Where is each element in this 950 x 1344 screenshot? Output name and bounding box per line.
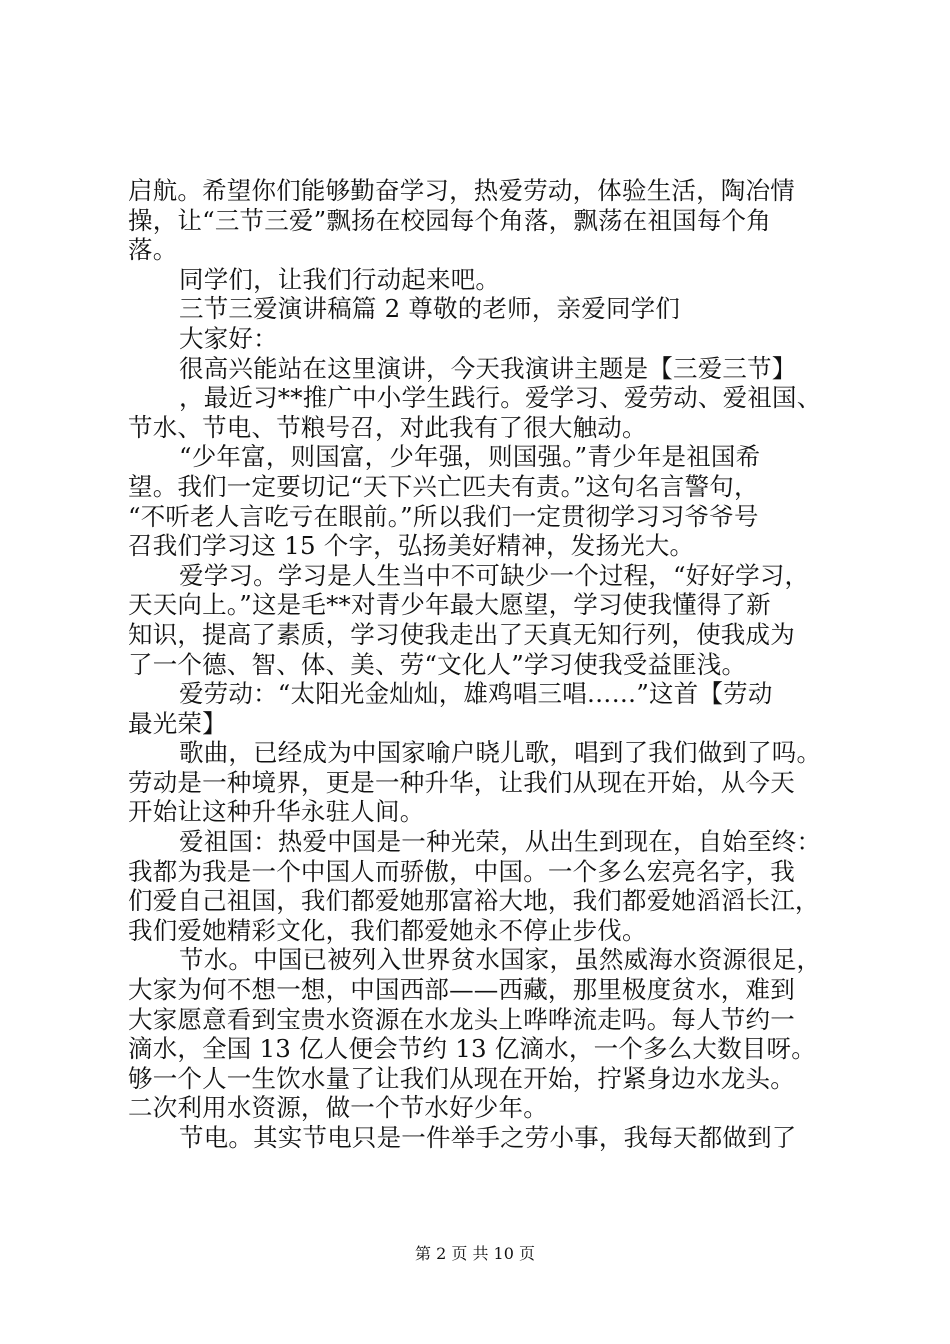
text-line: 爱祖国：热爱中国是一种光荣，从出生到现在，自始至终： — [179, 827, 822, 857]
page-footer: 第 2 页 共 10 页 — [415, 1244, 535, 1263]
text-line: 望。我们一定要切记“天下兴亡匹夫有责。”这句名言警句， — [128, 471, 759, 501]
text-line: 开始让这种升华永驻人间。 — [128, 797, 425, 827]
text-line: 我们爱她精彩文化，我们都爱她永不停止步伐。 — [128, 915, 647, 945]
text-line: 劳动是一种境界，更是一种升华，让我们从现在开始，从今天 — [128, 767, 795, 797]
text-line: 爱劳动：“太阳光金灿灿，雄鸡唱三唱……”这首【劳动 — [179, 679, 773, 709]
text-line: 节水、节电、节粮号召，对此我有了很大触动。 — [128, 412, 647, 442]
text-line: 二次利用水资源，做一个节水好少年。 — [128, 1093, 548, 1123]
text-line: 滴水，全国 13 亿人便会节约 13 亿滴水，一个多么大数目呀。 — [128, 1034, 816, 1064]
text-line: ，最近习**推广中小学生践行。爱学习、爱劳动、爱祖国、 — [179, 383, 822, 413]
text-line: “少年富，则国富，少年强，则国强。”青少年是祖国希 — [179, 442, 761, 472]
text-line: 大家为何不想一想，中国西部——西藏，那里极度贫水，难到 — [128, 975, 795, 1005]
text-line: 大家愿意看到宝贵水资源在水龙头上哗哗流走吗。每人节约一 — [128, 1004, 795, 1034]
text-line: “不听老人言吃亏在眼前。”所以我们一定贯彻学习习爷爷号 — [128, 501, 759, 531]
text-line: 歌曲，已经成为中国家喻户晓儿歌，唱到了我们做到了吗。 — [179, 738, 822, 768]
document-body — [128, 176, 828, 1153]
text-line: 了一个德、智、体、美、劳“文化人”学习使我受益匪浅。 — [128, 649, 747, 679]
text-line: 同学们，让我们行动起来吧。 — [179, 264, 501, 294]
text-line: 启航。希望你们能够勤奋学习，热爱劳动，体验生活，陶冶情 — [128, 176, 795, 205]
text-line: 够一个人一生饮水量了让我们从现在开始，拧紧身边水龙头。 — [128, 1063, 795, 1093]
text-line: 天天向上。”这是毛**对青少年最大愿望，学习使我懂得了新 — [128, 590, 771, 620]
text-line: 很高兴能站在这里演讲，今天我演讲主题是【三爱三节】 — [179, 353, 797, 383]
text-line: 节水。中国已被列入世界贫水国家，虽然威海水资源很足， — [179, 945, 822, 975]
text-line: 大家好： — [179, 323, 278, 353]
text-line: 节电。其实节电只是一件举手之劳小事，我每天都做到了 — [179, 1123, 797, 1152]
text-line: 我都为我是一个中国人而骄傲，中国。一个多么宏亮名字，我 — [128, 856, 795, 886]
text-line: 三节三爱演讲稿篇 2 尊敬的老师，亲爱同学们 — [179, 294, 681, 324]
text-line: 最光荣】 — [128, 708, 227, 738]
text-line: 操，让“三节三爱”飘扬在校园每个角落，飘荡在祖国每个角 — [128, 205, 771, 235]
text-line: 知识，提高了素质，学习使我走出了天真无知行列，使我成为 — [128, 619, 795, 649]
text-line: 落。 — [128, 235, 178, 265]
text-line: 召我们学习这 15 个字，弘扬美好精神，发扬光大。 — [128, 531, 695, 561]
text-line: 爱学习。学习是人生当中不可缺少一个过程，“好好学习， — [179, 560, 810, 590]
text-line: 们爱自己祖国，我们都爱她那富裕大地，我们都爱她滔滔长江， — [128, 886, 820, 916]
